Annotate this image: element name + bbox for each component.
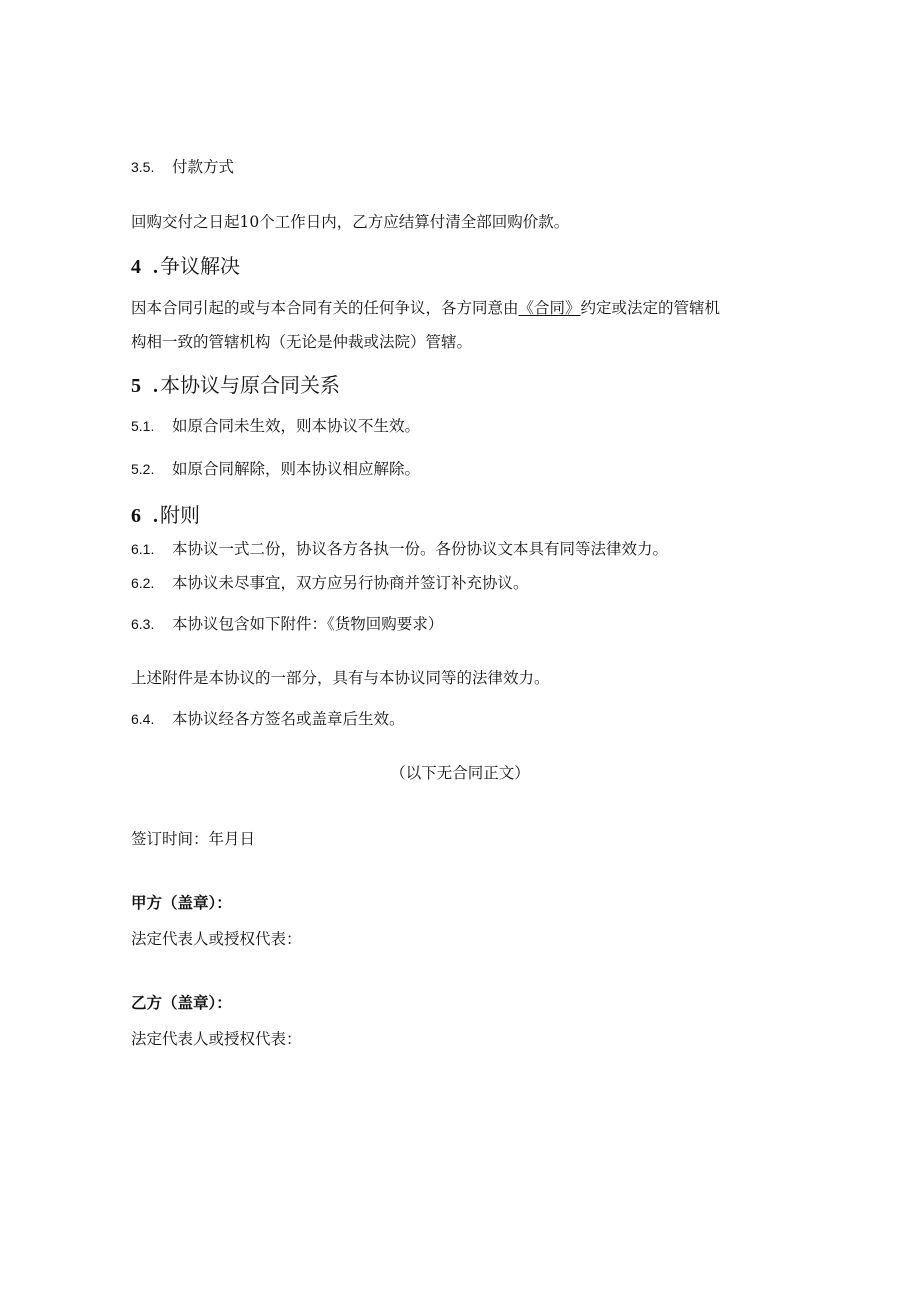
- clause-6-2: [131, 573, 529, 593]
- text-segment: 因本合同引起的或与本合同有关的任何争议，各方同意由: [131, 299, 519, 317]
- clause-text: 付款方式: [172, 158, 235, 176]
- clause-number: 6.2.: [131, 575, 155, 591]
- clause-text: 本协议未尽事宜，双方应另行协商并签订补充协议。: [172, 574, 529, 592]
- party-b-representative: 法定代表人或授权代表：: [131, 1030, 302, 1048]
- section-dot: .: [153, 505, 158, 527]
- section-heading-4: [131, 254, 240, 279]
- paragraph-dispute-line1: [131, 298, 720, 318]
- clause-number: 3.5.: [131, 159, 155, 175]
- clause-3-5: [131, 157, 234, 177]
- paragraph-dispute-line2: 构相一致的管辖机构（无论是仲裁或法院）管辖。: [131, 333, 473, 351]
- party-b-title: 乙方（盖章）：: [131, 994, 232, 1012]
- text-segment: 约定或法定的管辖机: [580, 299, 721, 317]
- section-title: 争议解决: [160, 254, 240, 278]
- clause-text: 本协议一式二份，协议各方各执一份。各份协议文本具有同等法律效力。: [172, 540, 669, 558]
- clause-number: 6.4.: [131, 711, 155, 727]
- clause-number: 6.3.: [131, 616, 155, 632]
- party-a-representative: 法定代表人或授权代表：: [131, 930, 302, 948]
- clause-5-1: [131, 416, 420, 436]
- signing-date: 签订时间：年月日: [131, 830, 256, 848]
- paragraph-payment: 回购交付之日起10个工作日内，乙方应结算付清全部回购价款。: [131, 213, 570, 231]
- clause-text: 本协议包含如下附件：《货物回购要求）: [172, 615, 444, 633]
- end-of-contract-note: （以下无合同正文）: [390, 764, 530, 782]
- section-number: 4: [131, 256, 141, 278]
- clause-5-2: [131, 459, 420, 479]
- party-a-title: 甲方（盖章）：: [131, 894, 232, 912]
- clause-number: 5.2.: [131, 461, 155, 477]
- contract-reference: 《合同》: [518, 299, 581, 317]
- clause-text: 如原合同解除，则本协议相应解除。: [172, 460, 421, 478]
- clause-text: 如原合同未生效，则本协议不生效。: [172, 417, 421, 435]
- clause-6-3: [131, 614, 443, 634]
- clause-number: 6.1.: [131, 541, 155, 557]
- paragraph-attachment: 上述附件是本协议的一部分，具有与本协议同等的法律效力。: [131, 669, 550, 687]
- section-dot: .: [153, 256, 158, 278]
- section-title: 附则: [160, 503, 200, 527]
- clause-6-4: [131, 709, 405, 729]
- section-heading-6: [131, 503, 200, 528]
- clause-6-1: [131, 539, 668, 559]
- section-heading-5: [131, 373, 340, 398]
- section-number: 6: [131, 505, 141, 527]
- section-title: 本协议与原合同关系: [160, 373, 340, 397]
- section-number: 5: [131, 375, 141, 397]
- clause-text: 本协议经各方签名或盖章后生效。: [172, 710, 405, 728]
- section-dot: .: [153, 375, 158, 397]
- clause-number: 5.1.: [131, 418, 155, 434]
